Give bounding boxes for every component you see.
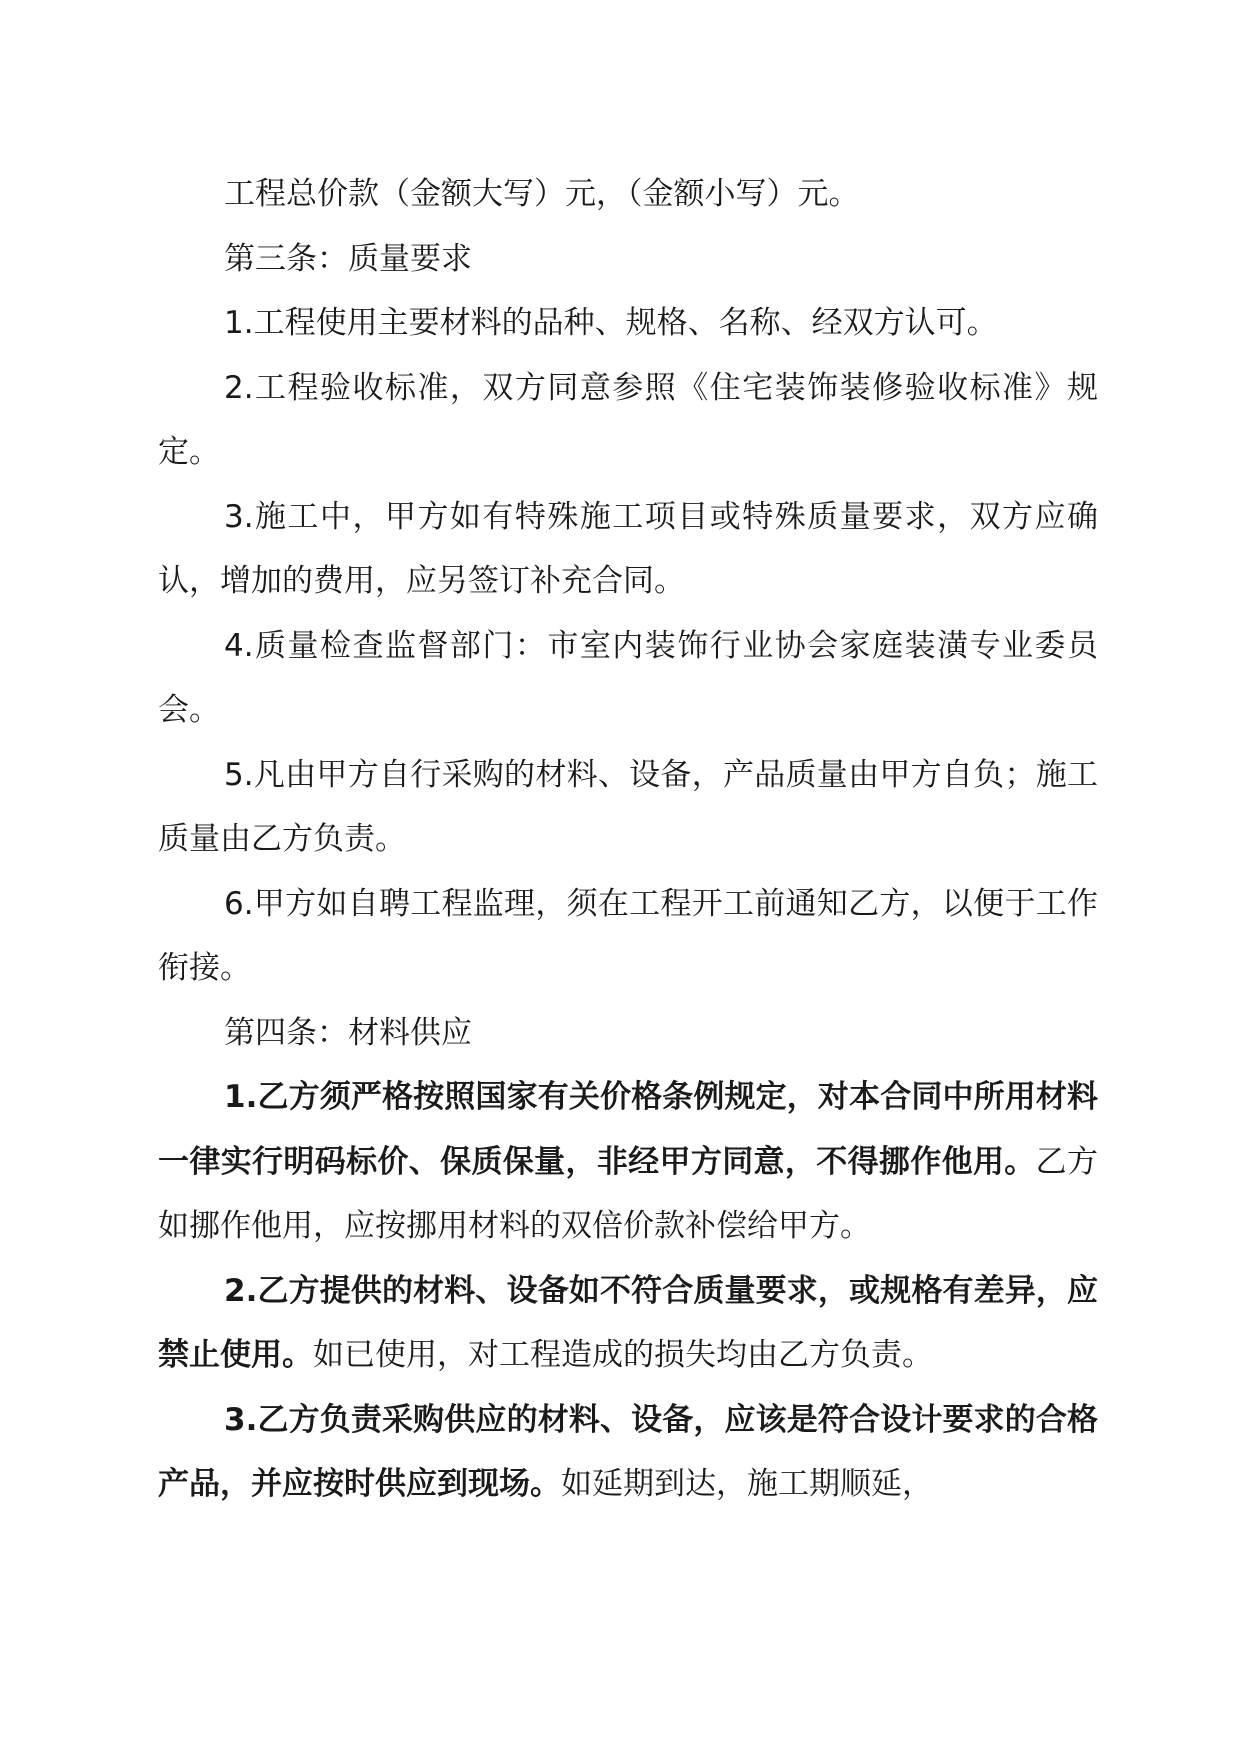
clause-3-6	[158, 872, 1098, 1001]
text-run: 乙方如挪作他用，应按挪用材料的双倍价款补偿给甲方。	[158, 1143, 1099, 1244]
text-run: 1.工程使用主要材料的品种、规格、名称、经双方认可。	[224, 305, 998, 341]
text-run: 5.凡由甲方自行采购的材料、设备，产品质量由甲方自负；施工质量由乙方负责。	[158, 756, 1098, 857]
text-run: 3.施工中，甲方如有特殊施工项目或特殊质量要求，双方应确认，增加的费用，应另签订补充合同。	[158, 498, 1098, 599]
clause-3-4	[158, 614, 1098, 743]
text-run: 如延期到达，施工期顺延，	[561, 1466, 933, 1502]
text-run: 如已使用，对工程造成的损失均由乙方负责。	[313, 1337, 933, 1373]
clause-4-2	[158, 1259, 1098, 1388]
clause-4-1	[158, 1065, 1098, 1259]
bold-text-run: 3.乙方负责采购供应的材料、设备，应该是符合设计要求的合格产品，并应按时供应到现场。	[158, 1401, 1098, 1502]
clause-3-1	[158, 291, 1098, 356]
clause-4-3	[158, 1388, 1098, 1517]
bold-text-run: 1.乙方须严格按照国家有关价格条例规定，对本合同中所用材料一律实行明码标价、保质保量，非经甲方同意，不得挪作他用。	[158, 1079, 1098, 1180]
heading-article-3	[158, 227, 1098, 292]
text-run: 工程总价款（金额大写）元，（金额小写）元。	[224, 176, 860, 212]
paragraph-total-price	[158, 162, 1098, 227]
clause-3-3	[158, 485, 1098, 614]
text-run: 2.工程验收标准，双方同意参照《住宅装饰装修验收标准》规定。	[158, 369, 1098, 470]
clause-3-2	[158, 356, 1098, 485]
document-page	[158, 162, 1098, 1517]
text-run: 6.甲方如自聘工程监理，须在工程开工前通知乙方，以便于工作衔接。	[158, 885, 1098, 986]
text-run: 第三条：质量要求	[224, 240, 472, 277]
text-run: 4.质量检查监督部门：市室内装饰行业协会家庭装潢专业委员会。	[158, 627, 1098, 728]
heading-article-4	[158, 1001, 1098, 1066]
text-run: 第四条：材料供应	[224, 1014, 472, 1051]
bold-text-run: 2.乙方提供的材料、设备如不符合质量要求，或规格有差异，应禁止使用。	[158, 1272, 1098, 1373]
clause-3-5	[158, 743, 1098, 872]
